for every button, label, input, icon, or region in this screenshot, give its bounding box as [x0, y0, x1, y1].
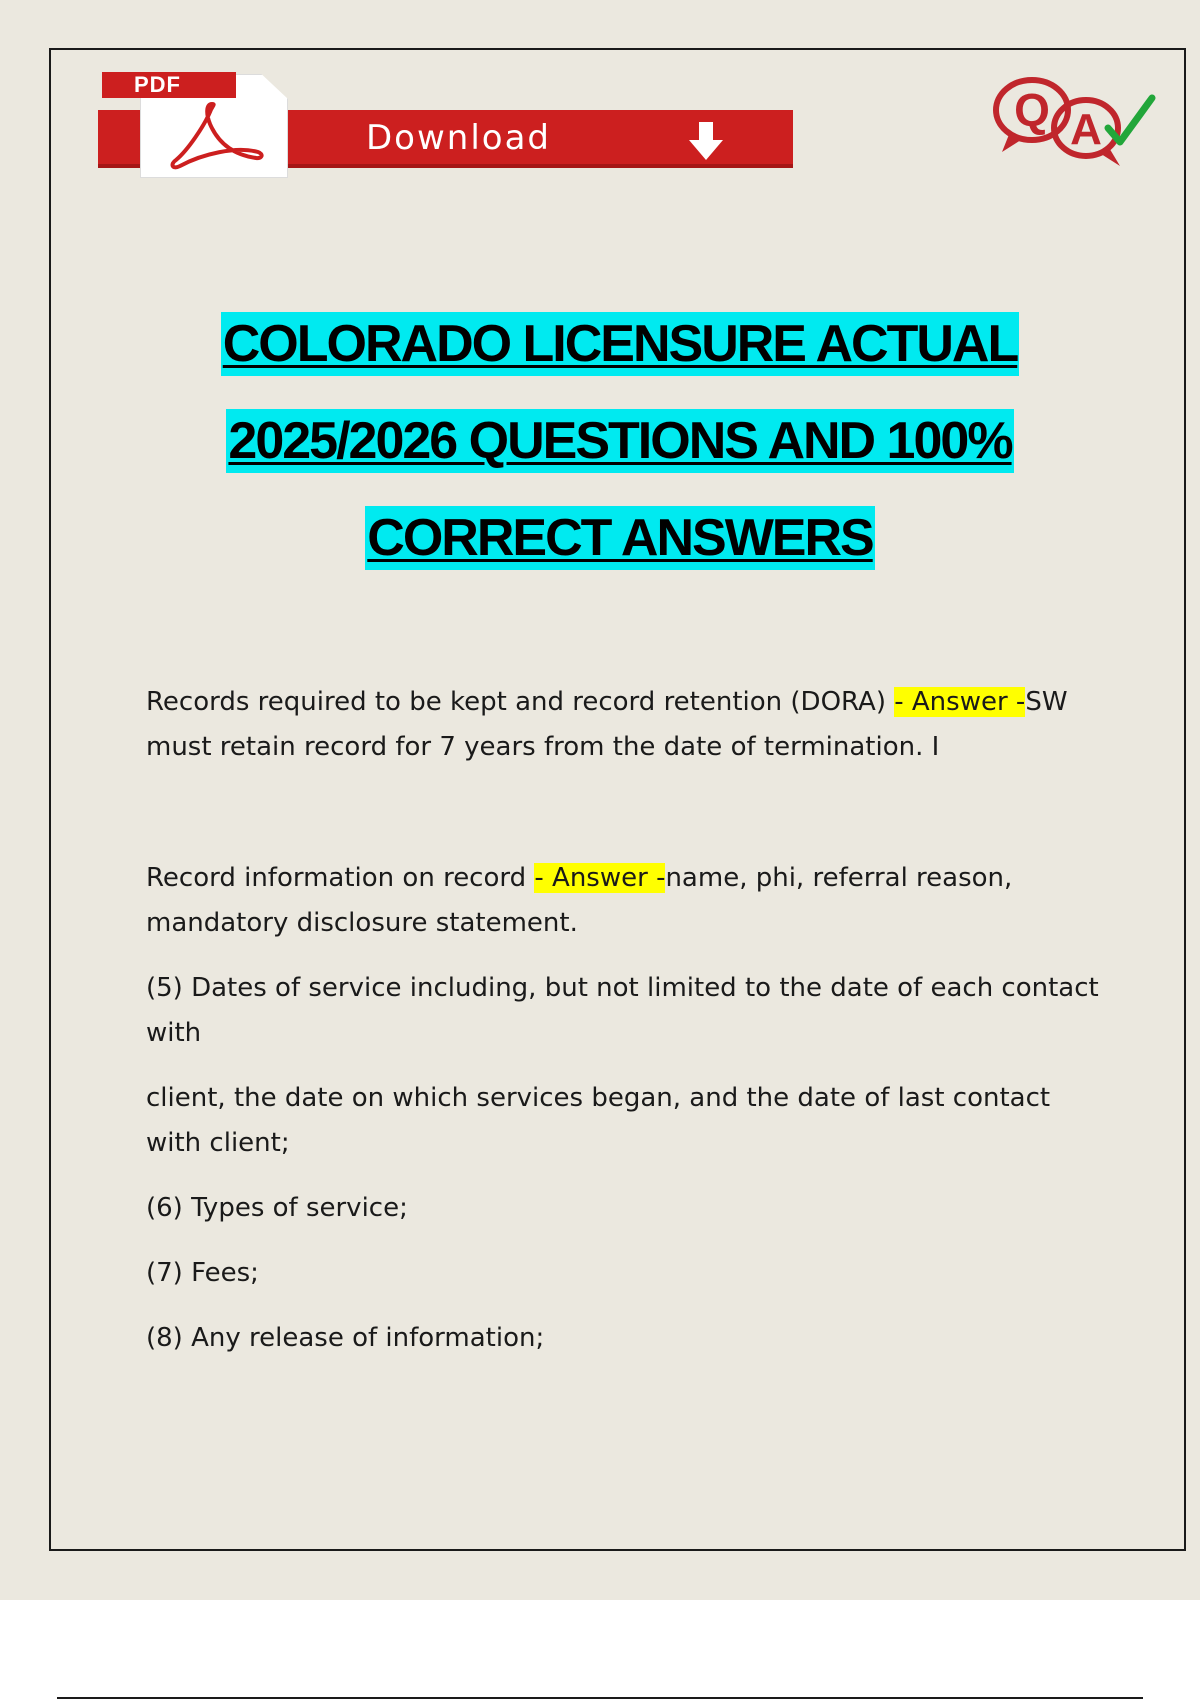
logo-q-letter: Q	[1014, 84, 1050, 136]
document-title	[60, 312, 1180, 603]
list-item: client, the date on which services began, and the date of last contact with client;	[146, 1083, 1051, 1158]
qa-item-1	[146, 680, 1106, 770]
qa-item-2	[146, 856, 1106, 946]
title-line-2: 2025/2026 QUESTIONS AND 100%	[226, 409, 1013, 473]
list-item: (6) Types of service;	[146, 1193, 408, 1223]
list-item: (8) Any release of information;	[146, 1323, 545, 1353]
answer-text: SW must retain record for 7 years from the date of termination. I	[146, 687, 1068, 762]
footer-divider	[57, 1697, 1143, 1699]
answer-text: name, phi, referral reason, mandatory disclosure statement.	[146, 863, 1013, 938]
answer-tag: - Answer -	[534, 863, 666, 893]
qa-check-icon	[990, 70, 1158, 170]
title-line-3: CORRECT ANSWERS	[365, 506, 874, 570]
download-arrow-icon	[686, 120, 726, 162]
logo-a-letter: A	[1070, 105, 1102, 154]
pdf-download-banner[interactable]	[98, 70, 798, 178]
title-line-1: COLORADO LICENSURE ACTUAL	[221, 312, 1020, 376]
download-label[interactable]: Download	[366, 118, 552, 158]
list-item: (7) Fees;	[146, 1258, 259, 1288]
list-item: (5) Dates of service including, but not limited to the date of each contact with	[146, 973, 1099, 1048]
pdf-tag: PDF	[102, 72, 236, 98]
acrobat-swirl-icon	[166, 100, 266, 172]
question-text: Record information on record	[146, 863, 535, 893]
answer-tag: - Answer -	[894, 687, 1026, 717]
document-body	[146, 680, 1106, 1361]
question-text: Records required to be kept and record retention (DORA)	[146, 687, 895, 717]
